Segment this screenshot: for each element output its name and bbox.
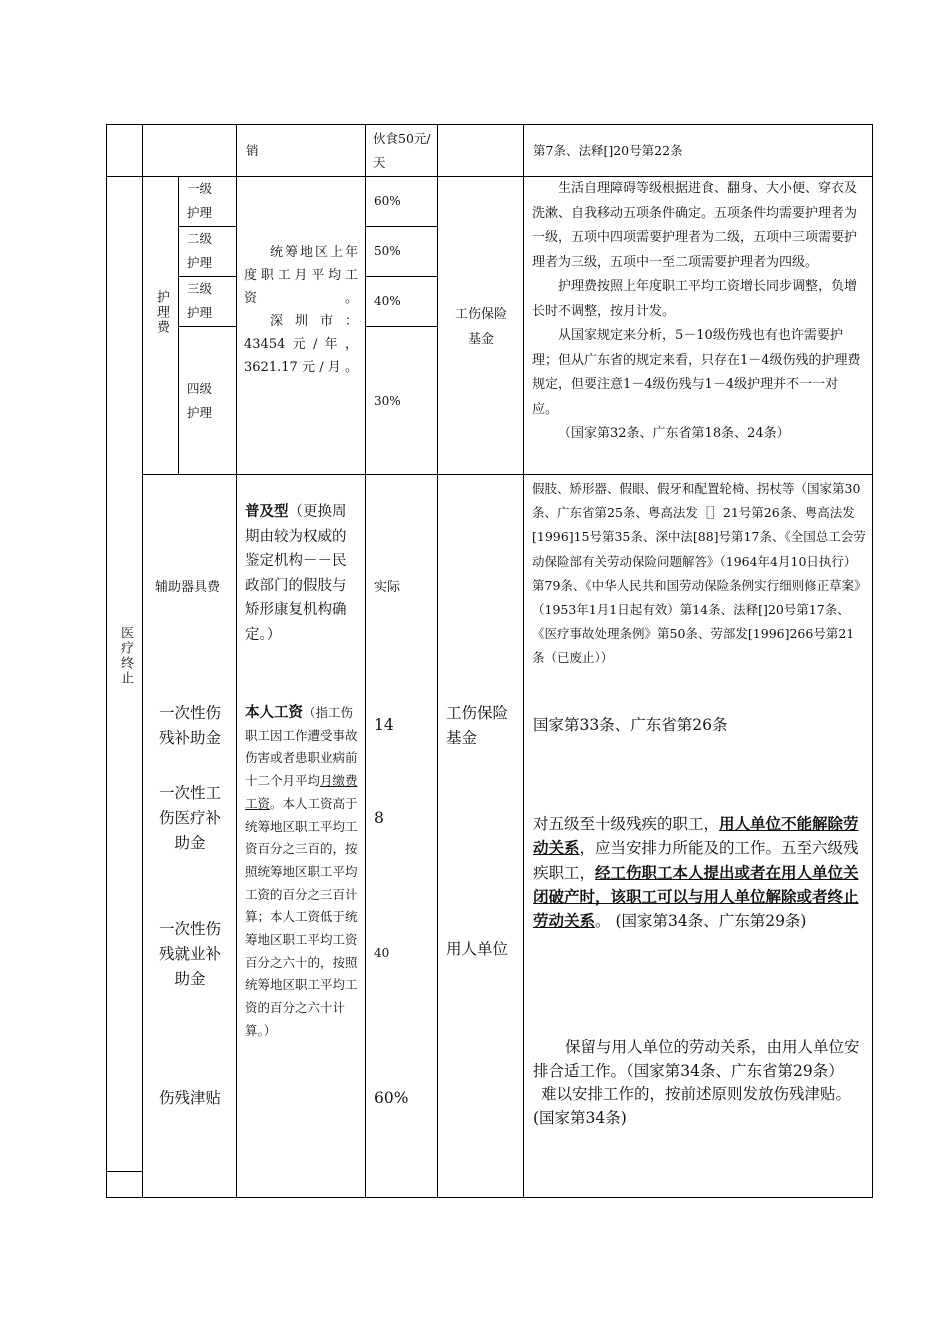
nursing-shenzhen-wage: 深圳市：43454元/年，3621.17元/月。 — [244, 314, 358, 375]
column-divider — [365, 124, 366, 1198]
allowance-notes — [533, 1036, 863, 1130]
medical-subsidy-name: 一次性工伤医疗补助金 — [158, 784, 221, 852]
dismissal-note-a2: 用人单位不能解除劳动关系 — [533, 814, 859, 858]
nursing-fund: 工伤保险基金 — [454, 307, 507, 347]
employment-subsidy-payer: 用人单位 — [446, 940, 509, 958]
top-row-legal-basis: 第7条、法释[]20号第22条 — [533, 143, 683, 158]
top-row-cell-3: 销 — [246, 143, 259, 158]
nursing-note-2: 护理费按照上年度职工平均工资增长同步调整，负增长时不调整，按月计发。 — [532, 279, 858, 319]
nursing-level-divider — [178, 326, 236, 327]
nursing-note-4: （国家第32条、广东省第18条、24条） — [558, 426, 790, 441]
medical-subsidy-amount: 8 — [374, 809, 384, 827]
disability-subsidy-name: 一次性伤残补助金 — [158, 704, 221, 747]
column-divider — [142, 124, 143, 1198]
table-border-right — [872, 124, 873, 1198]
disability-allowance-amount: 60% — [374, 1089, 409, 1107]
nursing-level-1: 一级护理 — [187, 181, 213, 220]
nursing-level-divider — [365, 276, 437, 277]
table-border-left — [106, 124, 107, 1198]
disability-subsidy-fund: 工伤保险基金 — [446, 704, 509, 747]
nursing-note-1: 生活自理障碍等级根据进食、翻身、大小便、穿衣及洗漱、自我移动五项条件确定。五项条件均需要护理者为一级，五项中四项需要护理者为二级，五项中三项需要护理者为三级，五项中一至二项需要护理者为四级。 — [532, 181, 858, 270]
own-wage-definition — [245, 702, 359, 1043]
nursing-notes — [532, 177, 864, 447]
aids-basis — [245, 500, 359, 647]
disability-allowance-name: 伤残津贴 — [158, 1089, 221, 1107]
nursing-level-3: 三级护理 — [187, 281, 213, 320]
column-divider — [437, 124, 438, 1198]
table-border-top — [106, 124, 873, 125]
own-wage-def-b: 。本人工资高于统筹地区职工平均工资百分之三百的，按照统筹地区职工平均工资的百分之三百计算；本人工资低于统筹地区职工平均工资百分之六十的，按照统筹地区职工平均工资的百分之六十计算。） — [245, 795, 358, 1038]
top-row-meal-allowance: 伙食50元/天 — [373, 131, 431, 170]
column-divider — [178, 176, 179, 474]
nursing-level-4: 四级护理 — [187, 381, 213, 420]
aids-legal-notes: 假肢、矫形器、假眼、假牙和配置轮椅、拐杖等（国家第30条、广东省第25条、粤高法发［］21号第26条、粤高法发[1996]15号第35条、深中法[88]号第17条、《全国总工会劳动保险部有关劳动保险问题解答》（1964年4月10日执行）第79条、《中华人民共和国劳动保险条例实行细则修正草案》（1953年1月1日起有效）第14条、法释[]20号第17条、《医疗事故处理条例》第50条、劳部发[1996]266号第21条（已废止）） — [532, 481, 866, 666]
aids-basis-desc: （更换周期由较为权威的鉴定机构－－民政部门的假肢与矫形康复机构确定。） — [245, 504, 347, 643]
nursing-pct-1: 60% — [374, 194, 401, 208]
dismissal-note-a1: 对五级至十级残疾的职工， — [533, 815, 720, 833]
employment-subsidy-name: 一次性伤残就业补助金 — [158, 920, 221, 988]
nursing-wage-basis — [244, 241, 358, 379]
dismissal-note-a4: 经工伤职工本人提出或者在用人单位关闭破产时，该职工可以与用人单位解除或者终止劳动关系 — [533, 862, 859, 931]
dismissal-note-a5: 。 (国家第34条、广东第29条) — [595, 912, 807, 931]
row-divider — [142, 474, 873, 475]
own-wage-term: 本人工资 — [245, 704, 303, 721]
allowance-note-2: 难以安排工作的，按前述原则发放伤残津贴。(国家第34条) — [533, 1085, 852, 1127]
nursing-pct-2: 50% — [374, 244, 401, 258]
section-label-medical-termination: 医疗终止 — [118, 626, 133, 686]
dismissal-note-a3: ，应当安排力所能及的工作。五至六级残疾职工， — [533, 839, 859, 882]
nursing-note-3: 从国家规定来分析，5－10级伤残也有也许需要护理；但从广东省的规定来看，只存在1－4级伤残的护理费规定，但要注意1－4级伤残与1－4级护理并不一一对应。 — [532, 328, 861, 417]
nursing-level-divider — [365, 226, 437, 227]
nursing-pct-3: 40% — [374, 294, 401, 308]
disability-subsidy-amount: 14 — [374, 716, 394, 734]
own-wage-def-underlined: 月缴费工资 — [245, 773, 358, 811]
disability-subsidy-notes: 国家第33条、广东省第26条 — [533, 716, 728, 734]
nursing-level-2: 二级护理 — [187, 231, 213, 270]
aids-amount: 实际 — [374, 580, 401, 595]
dismissal-rules-notes — [533, 812, 863, 933]
section-divider — [106, 1171, 142, 1172]
employment-subsidy-amount: 40 — [374, 946, 390, 960]
table-border-bottom — [106, 1197, 873, 1198]
column-divider — [236, 124, 237, 1198]
nursing-fee-label: 护理费 — [154, 290, 169, 335]
aids-fee-name: 辅助器具费 — [155, 580, 221, 595]
allowance-note-1: 保留与用人单位的劳动关系，由用人单位安排合适工作。（国家第34条、广东省第29条） — [533, 1038, 860, 1080]
column-divider — [523, 124, 524, 1198]
nursing-level-divider — [365, 326, 437, 327]
own-wage-def-a: （指工伤职工因工作遭受事故伤害或者患职业病前十二个月平均 — [245, 705, 358, 789]
nursing-wage-basis-text: 统筹地区上年度职工月平均工资。 — [244, 245, 358, 306]
aids-basis-type: 普及型 — [245, 503, 289, 520]
nursing-pct-4: 30% — [374, 394, 401, 408]
